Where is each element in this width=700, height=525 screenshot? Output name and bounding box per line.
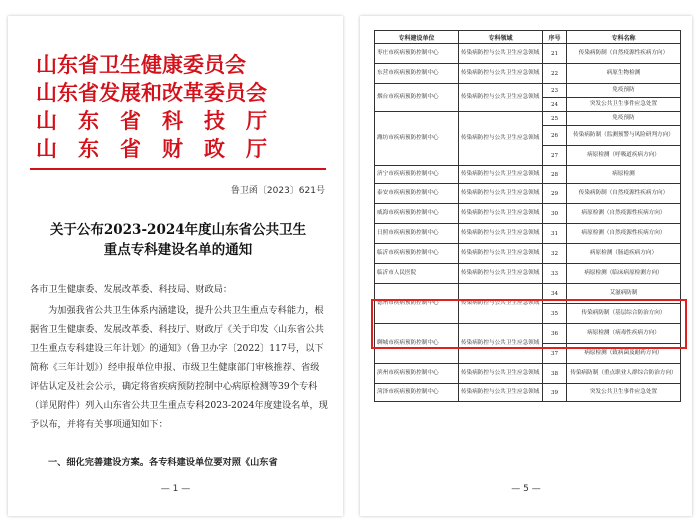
- cell-seq: 24: [543, 98, 567, 112]
- cell-unit: 德州市疾病预防控制中心: [375, 284, 459, 324]
- cell-unit: 威海市疾病预防控制中心: [375, 204, 459, 224]
- cell-area: 传染病防控与公共卫生应急领域: [459, 264, 543, 284]
- header-area: 专科领域: [459, 31, 543, 44]
- header-seq: 序号: [543, 31, 567, 44]
- cell-seq: 36: [543, 324, 567, 344]
- cell-area: 传染病防控与公共卫生应急领域: [459, 384, 543, 402]
- cell-area: 传染病防控与公共卫生应急领域: [459, 166, 543, 184]
- cell-area: 传染病防控与公共卫生应急领域: [459, 64, 543, 84]
- table-row: [375, 364, 681, 384]
- issuer-health-commission: 山东省卫生健康委员会: [36, 52, 246, 77]
- body-paragraph: 为加强我省公共卫生体系内涵建设，提升公共卫生重点专科能力，根据省卫生健康委、发展改革委、科技厅、财政厅《关于印发〈山东省公共卫生重点专科建设三年计划〉的通知》（鲁卫办字〔2022〕117号，以下简称《三年计划》）经申报单位申报、市级卫生健康部门审核推荐、省级评估认定及社会公示，确定将省疾病预防控制中心病原检测等39个专科（详见附件）列入山东省公共卫生重点专科2023-2024年度建设名单，现予以布，并将有关事项通知如下：: [30, 305, 328, 430]
- page-number-right: — 5 —: [511, 484, 541, 494]
- cell-name: 病原检测（病毒性疾病方向）: [567, 324, 681, 344]
- cell-name: 病原检测（临床病原检测方向）: [567, 264, 681, 284]
- header-name: 专科名称: [567, 31, 681, 44]
- cell-name: 传染病防制（自然疫源性疾病方向）: [567, 184, 681, 204]
- table-row: [375, 112, 681, 126]
- cell-seq: 35: [543, 304, 567, 324]
- table-row: [375, 84, 681, 98]
- cell-name: 免疫预防: [567, 112, 681, 126]
- right-document-page: [360, 16, 692, 516]
- cell-seq: 21: [543, 44, 567, 64]
- document-title-line2: 重点专科建设名单的通知: [103, 242, 253, 258]
- cell-area: 传染病防控与公共卫生应急领域: [459, 84, 543, 112]
- table-row: [375, 166, 681, 184]
- cell-seq: 30: [543, 204, 567, 224]
- section-heading: 一、细化完善建设方案。各专科建设单位要对照《山东省: [48, 457, 278, 468]
- cell-seq: 29: [543, 184, 567, 204]
- table-row: [375, 264, 681, 284]
- cell-unit: 菏泽市疾病预防控制中心: [375, 384, 459, 402]
- issuer-science-technology-dept: 山 东 省 科 技 厅: [36, 108, 267, 133]
- cell-seq: 34: [543, 284, 567, 304]
- table-row: [375, 64, 681, 84]
- cell-unit: 东营市疾病预防控制中心: [375, 64, 459, 84]
- cell-area: 传染病防控与公共卫生应急领域: [459, 204, 543, 224]
- cell-seq: 26: [543, 126, 567, 146]
- cell-name: 传染病防制（监测预警与风险研判方向）: [567, 126, 681, 146]
- cell-seq: 31: [543, 224, 567, 244]
- cell-seq: 25: [543, 112, 567, 126]
- cell-name: 病原生物检测: [567, 64, 681, 84]
- cell-name: 病原检测（致病菌及耐药方向）: [567, 344, 681, 364]
- table-row: [375, 184, 681, 204]
- cell-unit: 日照市疾病预防控制中心: [375, 224, 459, 244]
- left-document-page: [8, 16, 343, 516]
- cell-name: 病原检测（自然疫源性疾病方向）: [567, 204, 681, 224]
- cell-seq: 33: [543, 264, 567, 284]
- table-row: [375, 204, 681, 224]
- cell-seq: 39: [543, 384, 567, 402]
- cell-name: 病原检测: [567, 166, 681, 184]
- cell-area: 传染病防控与公共卫生应急领域: [459, 44, 543, 64]
- cell-unit: 聊城市疾病预防控制中心: [375, 324, 459, 364]
- table-row: [375, 44, 681, 64]
- table-row: [375, 224, 681, 244]
- cell-name: 传染病防制（自然疫源性疾病方向）: [567, 44, 681, 64]
- cell-area: 传染病防控与公共卫生应急领域: [459, 224, 543, 244]
- cell-seq: 38: [543, 364, 567, 384]
- page-number-left: — 1 —: [160, 484, 191, 494]
- cell-name: 突发公共卫生事件应急处置: [567, 384, 681, 402]
- table-row: [375, 384, 681, 402]
- table-row: [375, 244, 681, 264]
- cell-unit: 济宁市疾病预防控制中心: [375, 166, 459, 184]
- cell-unit: 临沂市人民医院: [375, 264, 459, 284]
- cell-unit: 潍坊市疾病预防控制中心: [375, 112, 459, 166]
- cell-unit: 临沂市疾病预防控制中心: [375, 244, 459, 264]
- issuer-development-reform-commission: 山东省发展和改革委员会: [36, 80, 267, 105]
- cell-seq: 37: [543, 344, 567, 364]
- cell-seq: 27: [543, 146, 567, 166]
- cell-name: 病原检测（呼吸道疾病方向）: [567, 146, 681, 166]
- cell-area: 传染病防控与公共卫生应急领域: [459, 364, 543, 384]
- issuer-finance-dept: 山 东 省 财 政 厅: [36, 136, 267, 161]
- highlight-box-dezhou: [371, 299, 687, 349]
- recipients-line: 各市卫生健康委、发展改革委、科技局、财政局：: [30, 284, 233, 295]
- red-header-rule: [30, 168, 326, 170]
- header-unit: 专科建设单位: [375, 31, 459, 44]
- cell-area: 传染病防控与公共卫生应急领域: [459, 324, 543, 364]
- cell-seq: 28: [543, 166, 567, 184]
- cell-area: 传染病防控与公共卫生应急领域: [459, 184, 543, 204]
- cell-name: 突发公共卫生事件应急处置: [567, 98, 681, 112]
- document-number: 鲁卫函〔2023〕621号: [230, 186, 325, 196]
- table-header-row: [375, 31, 681, 44]
- cell-seq: 22: [543, 64, 567, 84]
- cell-area: 传染病防控与公共卫生应急领域: [459, 284, 543, 324]
- cell-unit: 滨州市疾病预防控制中心: [375, 364, 459, 384]
- cell-name: 病原检测（自然疫源性疾病方向）: [567, 224, 681, 244]
- cell-name: 病原检测（肠道疾病方向）: [567, 244, 681, 264]
- document-title-line1: 关于公布2023-2024年度山东省公共卫生: [49, 222, 307, 238]
- cell-name: 传染病防制（重点职业人群综合防治方向）: [567, 364, 681, 384]
- cell-unit: 枣庄市疾病预防控制中心: [375, 44, 459, 64]
- cell-seq: 32: [543, 244, 567, 264]
- cell-unit: 泰安市疾病预防控制中心: [375, 184, 459, 204]
- cell-unit: 烟台市疾病预防控制中心: [375, 84, 459, 112]
- cell-area: 传染病防控与公共卫生应急领域: [459, 244, 543, 264]
- cell-name: 传染病防制（基层综合防治方向）: [567, 304, 681, 324]
- cell-seq: 23: [543, 84, 567, 98]
- cell-name: 免疫预防: [567, 84, 681, 98]
- cell-name: 艾滋病防制: [567, 284, 681, 304]
- cell-area: 传染病防控与公共卫生应急领域: [459, 112, 543, 166]
